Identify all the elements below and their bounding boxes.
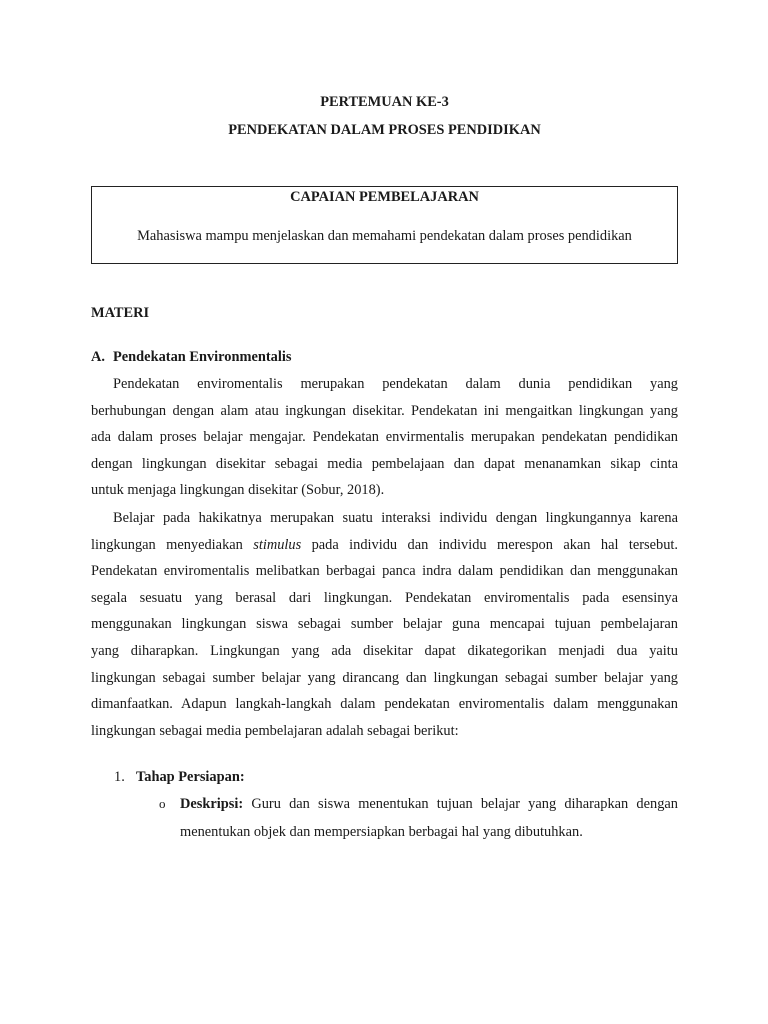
- stimulus-term: stimulus: [253, 536, 302, 553]
- paragraph-line: berhubungan dengan alam atau ingkungan disekitar. Pendekatan ini mengaitkan lingkungan yang: [91, 402, 678, 419]
- sub-item-label: Deskripsi:: [180, 796, 244, 812]
- paragraph-line: lingkungan menyediakan stimulus pada individu dan individu merespon akan hal tersebut.: [91, 536, 678, 553]
- chapter-title: PENDEKATAN DALAM PROSES PENDIDIKAN: [228, 122, 541, 138]
- subsection-marker: A.: [91, 349, 105, 365]
- list-number: 1.: [114, 769, 125, 785]
- learning-outcome-heading: CAPAIAN PEMBELAJARAN: [290, 189, 479, 205]
- paragraph-line: segala sesuatu yang berasal dari lingkungan. Pendekatan enviromentalis pada esensinya: [91, 589, 678, 606]
- learning-outcome-text: Mahasiswa mampu menjelaskan dan memahami pendekatan dalam proses pendidikan: [137, 228, 632, 244]
- paragraph-line: dimanfaatkan. Adapun langkah-langkah dalam pendekatan enviromentalis dalam menggunakan: [91, 696, 678, 713]
- paragraph-line: ada dalam proses belajar mengajar. Pendekatan envirmentalis merupakan pendekatan pendidikan: [91, 429, 678, 446]
- paragraph-line: menggunakan lingkungan siswa sebagai sumber belajar guna mencapai tujuan pembelajaran: [91, 616, 678, 633]
- paragraph-line: untuk menjaga lingkungan disekitar (Sobur, 2018).: [91, 482, 385, 499]
- paragraph-learning-interaction: [91, 505, 678, 744]
- meeting-title: PERTEMUAN KE-3: [320, 94, 449, 110]
- paragraph-line: Pendekatan enviromentalis merupakan pendekatan dalam dunia pendidikan yang: [113, 376, 678, 392]
- circle-bullet-icon: o: [159, 796, 166, 811]
- paragraph-line: Belajar pada hakikatnya merupakan suatu interaksi individu dengan lingkungannya karena: [113, 510, 678, 526]
- sub-item-text: Deskripsi: Guru dan siswa menentukan tujuan belajar yang diharapkan dengan menentukan objek dan mempersiapkan berbagai hal yang dibutuhkan.: [180, 796, 678, 840]
- list-item-title: Tahap Persiapan:: [136, 769, 245, 785]
- subsection-title: Pendekatan Environmentalis: [113, 349, 292, 365]
- paragraph-line: lingkungan sebagai media pembelajaran adalah sebagai berikut:: [91, 722, 459, 739]
- section-label-materi: MATERI: [91, 305, 150, 321]
- paragraph-line: dengan lingkungan disekitar sebagai media pembelajaan dan dapat menanamkan sikap cinta: [91, 455, 678, 472]
- paragraph-line: yang diharapkan. Lingkungan yang ada disekitar dapat dikategorikan menjadi dua yaitu: [91, 642, 678, 659]
- learning-outcome-box: [91, 186, 678, 264]
- list-item-preparation: [114, 767, 245, 787]
- paragraph-line: Pendekatan enviromentalis melibatkan berbagai panca indra dalam pendidikan dan menggunakan: [91, 563, 678, 580]
- paragraph-environmentalis-definition: [91, 371, 678, 504]
- subsection-heading: [91, 347, 291, 367]
- paragraph-line: lingkungan sebagai sumber belajar yang dirancang dan lingkungan sebagai sumber belajar yang: [91, 669, 678, 686]
